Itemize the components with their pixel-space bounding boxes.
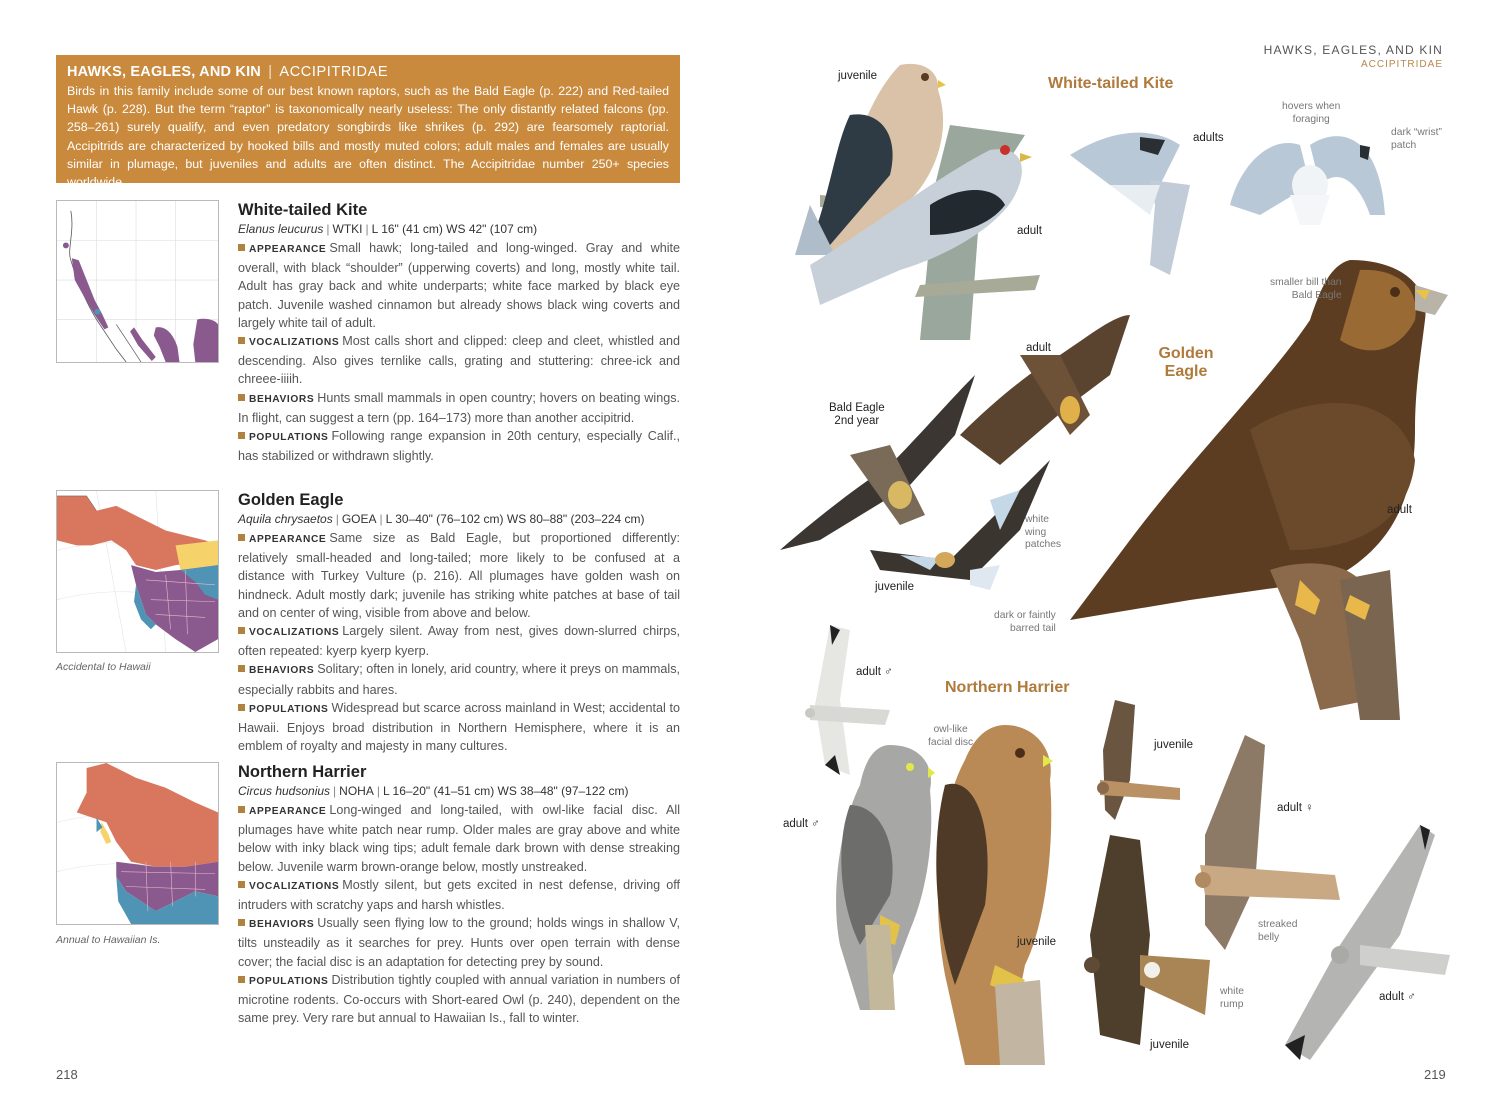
family-latin: ACCIPITRIDAE (279, 64, 389, 80)
bullet-square-icon (238, 432, 245, 439)
bullet-square-icon (238, 534, 245, 541)
plate-title-northern-harrier: Northern Harrier (945, 679, 1070, 696)
note-hovers-when-foraging: hovers when foraging (1282, 101, 1341, 125)
label-harrier-juvenile-flight-bottom: juvenile (1150, 1039, 1189, 1051)
species-name: White-tailed Kite (238, 201, 368, 219)
bullet-square-icon (238, 881, 245, 888)
plate-title-white-tailed-kite: White-tailed Kite (1048, 75, 1174, 92)
page-number-right: 219 (1424, 1067, 1446, 1082)
note-smaller-bill: smaller bill than Bald Eagle (1270, 277, 1342, 301)
bullet-square-icon (238, 976, 245, 983)
vocalizations-paragraph: VOCALIZATIONS Largely silent. Away from nest, gives down-slurred chirps, often repeated: kyerp kyerp kyerp. (238, 624, 680, 659)
page-number-left: 218 (56, 1067, 78, 1082)
behaviors-paragraph: BEHAVIORS Hunts small mammals in open country; hovers on beating wings. In flight, can suggest a tern (pp. 164–173) more than another accipitrid. (238, 390, 680, 425)
species-account-northern-harrier (56, 762, 680, 1032)
bird-illustration (1070, 125, 1200, 275)
note-dark-wrist-patch: dark “wrist” patch (1391, 127, 1442, 151)
species-size: L 30–40" (76–102 cm) WS 80–88" (203–224 cm) (385, 512, 645, 526)
bird-illustration (810, 745, 935, 1010)
bird-illustration (1070, 260, 1450, 720)
bullet-square-icon (238, 394, 245, 401)
label-harrier-adult-male-flight: adult ♂ (1379, 991, 1416, 1003)
right-page (750, 0, 1500, 1116)
populations-paragraph: POPULATIONS Following range expansion in 20th century, especially Calif., has stabilized or withdrawn slightly. (238, 429, 680, 464)
plate-title-golden-eagle: Golden Eagle (1158, 345, 1214, 380)
map-caption: Annual to Hawaiian Is. (56, 934, 161, 946)
behaviors-paragraph: BEHAVIORS Usually seen flying low to the ground; holds wings in shallow V, tilts unsteadily as it searches for prey. Hunts over open terrain with dense cover; the facial disc is an adaptation for detecting prey by sound. (238, 916, 680, 969)
note-owl-like-facial-disc: owl-like facial disc (928, 724, 974, 748)
species-size: L 16" (41 cm) WS 42" (107 cm) (371, 222, 538, 236)
species-account-white-tailed-kite (56, 200, 680, 480)
range-map-image (57, 491, 218, 652)
golden-eagle-adult-perched-illustration (1070, 260, 1450, 720)
label-harrier-adult-male-perched: adult ♂ (783, 818, 820, 830)
golden-eagle-juvenile-flight-illustration (870, 460, 1050, 590)
scientific-name: Elanus leucurus (238, 222, 324, 236)
bird-illustration (1095, 700, 1185, 820)
populations-paragraph: POPULATIONS Widespread but scarce across mainland in West; accidental to Hawaii. Enjoys broad distribution in Northern Hemisphere, where it is an emblem of royalty and majesty in many cultures. (238, 700, 680, 754)
bullet-square-icon (238, 337, 245, 344)
label-kite-adults: adults (1193, 132, 1224, 144)
bird-illustration (1230, 125, 1390, 225)
label-eagle-adult-perched: adult (1387, 504, 1412, 516)
populations-paragraph: POPULATIONS Distribution tightly coupled with annual variation in numbers of microtine rodents. Co-occurs with Short-eared Owl (p. 240), dependent on the same prey. Very rare but annual to Hawaiian Is., fall to winter. (238, 972, 680, 1026)
species-meta: Aquila chrysaetos | GOEA | L 30–40" (76–102 cm) WS 80–88" (203–224 cm) (238, 512, 645, 526)
vocalizations-paragraph: VOCALIZATIONS Most calls short and clipped: cleep and cleet, whistled and descending. Also gives ternlike calls, grating and stuttering: chree-ick and chreee-iiiih. (238, 334, 680, 387)
label-harrier-adult-female: adult ♀ (1277, 802, 1314, 814)
label-bald-eagle-2nd-year: Bald Eagle 2nd year (829, 402, 885, 427)
kite-adult-perched-illustration (810, 125, 1040, 340)
species-account-golden-eagle (56, 490, 680, 754)
range-map-northern-harrier (56, 762, 219, 925)
running-head (1264, 43, 1443, 71)
species-name: Northern Harrier (238, 763, 367, 781)
harrier-juvenile-flight-bottom-illustration (1080, 835, 1215, 1045)
bird-illustration (870, 460, 1050, 590)
family-intro-text: Birds in this family include some of our best known raptors, such as the Bald Eagle (p. 222) and Red-tailed Hawk (p. 228). But the term “raptor” is taxonomically nearly useless: The only distantly related falcons (pp. 258–261) surely qualify, and even predatory songbirds like shrikes (p. 292) are fearsomely raptorial. Accipitrids are characterized by hooked bills and mostly muted colors; adult males and females are usually similar in plumage, but juveniles and adults are often distinct. The Accipitridae number 250+ species worldwide. (67, 84, 669, 190)
running-head-family: HAWKS, EAGLES, AND KIN (1263, 43, 1443, 57)
species-text-golden-eagle (238, 490, 680, 755)
species-meta: Elanus leucurus | WTKI | L 16" (41 cm) WS 42" (107 cm) (238, 222, 538, 236)
bullet-square-icon (238, 806, 245, 813)
species-code: WTKI (332, 222, 363, 236)
note-white-rump: white rump (1220, 986, 1245, 1010)
species-code: GOEA (341, 512, 377, 526)
label-kite-adult: adult (1017, 225, 1042, 237)
species-text-northern-harrier (238, 762, 680, 1027)
harrier-juvenile-flight-top-illustration (1095, 700, 1185, 820)
harrier-juvenile-perched-illustration (925, 725, 1055, 1065)
bird-illustration (810, 125, 1040, 340)
kite-hovering-illustration (1230, 125, 1390, 225)
map-caption: Accidental to Hawaii (56, 661, 151, 673)
label-harrier-adult-male-flight-top: adult ♂ (856, 666, 893, 678)
harrier-adult-male-flight-bottom-illustration (1280, 825, 1450, 1060)
range-map-white-tailed-kite (56, 200, 219, 363)
note-streaked-belly: streaked belly (1258, 919, 1298, 943)
scientific-name: Aquila chrysaetos (238, 512, 333, 526)
species-code: NOHA (339, 784, 374, 798)
label-harrier-juvenile-perched: juvenile (1017, 936, 1056, 948)
species-name: Golden Eagle (238, 491, 344, 509)
family-name: HAWKS, EAGLES, AND KIN (67, 64, 261, 80)
bullet-square-icon (238, 627, 245, 634)
bird-illustration (925, 725, 1055, 1065)
label-kite-juvenile: juvenile (838, 70, 877, 82)
behaviors-paragraph: BEHAVIORS Solitary; often in lonely, arid country, where it preys on mammals, especially rabbits and hares. (238, 662, 680, 697)
label-eagle-adult-flight: adult (1026, 342, 1051, 354)
harrier-adult-male-perched-illustration (810, 745, 935, 1010)
appearance-paragraph: APPEARANCE Small hawk; long-tailed and long-winged. Gray and white overall, with black “shoulder” (upperwing coverts) and long, mostly white tail. Adult has gray back and white underparts; white face marked by black eye patch. Juvenile washed cinnamon but already shows black wing coverts and largely white tail of adult. (238, 241, 680, 330)
bird-illustration (1080, 835, 1215, 1045)
vocalizations-paragraph: VOCALIZATIONS Mostly silent, but gets excited in nest defense, driving off intruders with scratchy yaps and harsh whistles. (238, 877, 680, 913)
range-map-golden-eagle (56, 490, 219, 653)
species-meta: Circus hudsonius | NOHA | L 16–20" (41–51 cm) WS 38–48" (97–122 cm) (238, 784, 629, 798)
running-head-latin: ACCIPITRIDAE (1360, 59, 1443, 70)
kite-adult-flight-illustration-1 (1070, 125, 1200, 275)
bird-illustration (1280, 825, 1450, 1060)
note-dark-barred-tail: dark or faintly barred tail (994, 610, 1056, 634)
bullet-square-icon (238, 665, 245, 672)
range-map-image (57, 201, 218, 362)
appearance-paragraph: APPEARANCE Same size as Bald Eagle, but proportioned differently: relatively small-headed and long-tailed; more likely to be confused at a distance with Turkey Vulture (p. 216). All plumages have golden wash on hindneck. Adult mostly dark; juvenile has striking white patches at base of tail and on center of wing, visible from above and below. (238, 531, 680, 620)
family-title (67, 63, 669, 81)
family-intro-box (56, 55, 680, 190)
bullet-square-icon (238, 244, 245, 251)
bullet-square-icon (238, 704, 245, 711)
label-harrier-juvenile-flight-top: juvenile (1154, 739, 1193, 751)
bullet-square-icon (238, 919, 245, 926)
scientific-name: Circus hudsonius (238, 784, 331, 798)
species-text-white-tailed-kite (238, 200, 680, 465)
label-eagle-juvenile: juvenile (875, 581, 914, 593)
family-separator: | (268, 64, 273, 80)
range-map-image (57, 763, 218, 924)
species-size: L 16–20" (41–51 cm) WS 38–48" (97–122 cm) (382, 784, 629, 798)
appearance-paragraph: APPEARANCE Long-winged and long-tailed, with owl-like facial disc. All plumages have white patch near rump. Older males are gray above and white below with inky black wing tips; adult female dark brown with dense streaking below. Juvenile warm brown-orange below, mostly unstreaked. (238, 803, 680, 874)
note-white-wing-patches: white wing patches (1025, 514, 1062, 550)
